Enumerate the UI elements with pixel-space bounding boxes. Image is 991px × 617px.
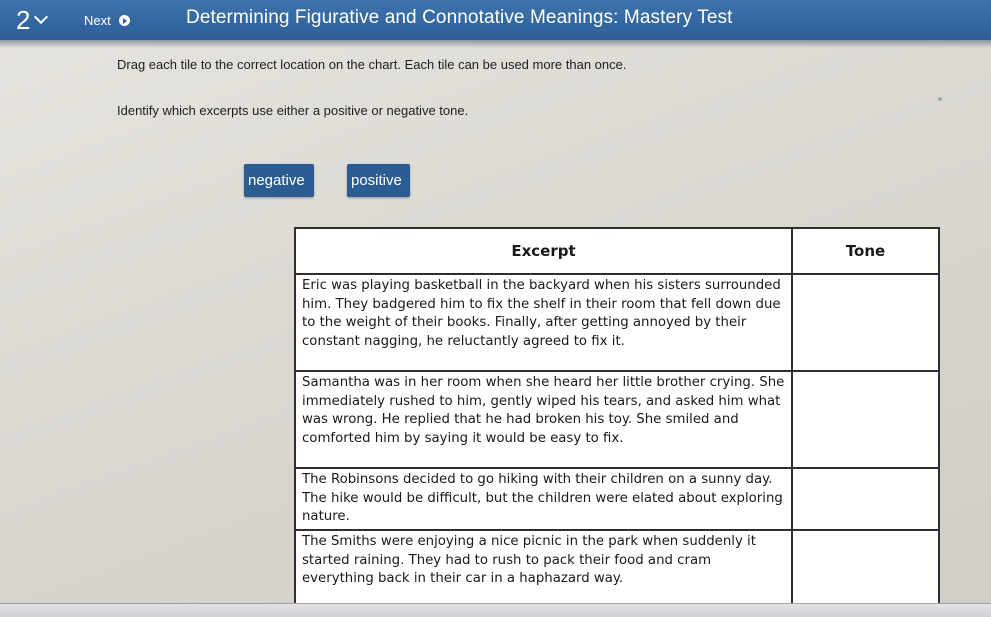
tone-chart-table	[294, 227, 940, 611]
tone-drop-zone[interactable]	[792, 468, 939, 530]
tone-drop-zone[interactable]	[792, 274, 939, 371]
excerpt-cell: Samantha was in her room when she heard her little brother crying. She immediately rushed to him, gently wiped his tears, and asked him what was wrong. He replied that he had broken his toy. She smiled and comforted him by saying it would be easy to fix.	[295, 371, 792, 468]
column-header-excerpt: Excerpt	[295, 228, 792, 274]
excerpt-cell: The Smiths were enjoying a nice picnic in the park when suddenly it started raining. They had to rush to pack their food and cram everything back in their car in a haphazard way.	[295, 530, 792, 610]
arrow-right-circle-icon	[119, 15, 130, 26]
decorative-dot	[938, 97, 942, 101]
top-bar	[0, 0, 991, 40]
page-title: Determining Figurative and Connotative Meanings: Mastery Test	[186, 7, 733, 28]
bottom-scroll-edge	[0, 603, 991, 617]
tone-drop-zone[interactable]	[792, 530, 939, 610]
instruction-identify: Identify which excerpts use either a positive or negative tone.	[117, 103, 469, 118]
instruction-drag: Drag each tile to the correct location on the chart. Each tile can be used more than once.	[117, 57, 627, 72]
question-number: 2	[16, 5, 31, 35]
next-button[interactable]	[84, 13, 130, 28]
tone-drop-zone[interactable]	[792, 371, 939, 468]
tile-positive[interactable]: positive	[347, 164, 410, 197]
question-selector[interactable]	[16, 6, 46, 34]
table-row	[295, 371, 939, 468]
top-bar-shadow	[0, 40, 991, 48]
tile-negative[interactable]: negative	[244, 164, 314, 197]
column-header-tone: Tone	[792, 228, 939, 274]
table-row	[295, 530, 939, 610]
table-row	[295, 468, 939, 530]
excerpt-cell: The Robinsons decided to go hiking with their children on a sunny day. The hike would be difficult, but the children were elated about exploring nature.	[295, 468, 792, 530]
table-header-row	[295, 228, 939, 274]
excerpt-cell: Eric was playing basketball in the backyard when his sisters surrounded him. They badgered him to fix the shelf in their room that fell down due to the weight of their books. Finally, after getting annoyed by their constant nagging, he reluctantly agreed to fix it.	[295, 274, 792, 371]
chevron-down-icon	[34, 10, 48, 24]
table-row	[295, 274, 939, 371]
next-label: Next	[84, 13, 111, 28]
